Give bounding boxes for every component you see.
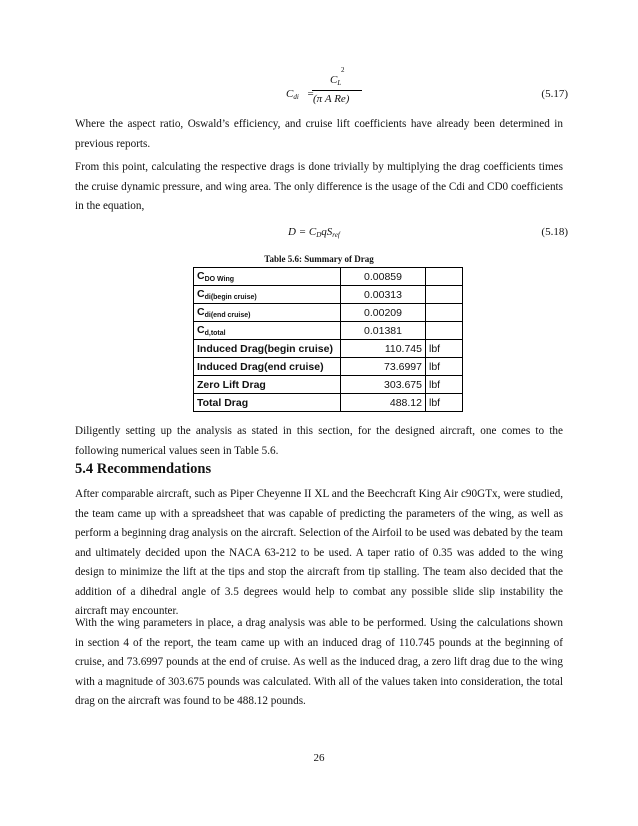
row-value: 110.745	[341, 340, 426, 358]
eq-lhs: C	[286, 88, 294, 100]
table-row	[194, 268, 463, 286]
row-label: C	[197, 324, 205, 336]
table-row	[194, 340, 463, 358]
row-label-sub: DO Wing	[204, 276, 235, 283]
table-row	[194, 322, 463, 340]
paragraph-diligently: Diligently setting up the analysis as stated in this section, for the designed aircraft, one comes to the following numerical values seen in Table 5.6.	[75, 425, 563, 457]
eq-equals: =	[307, 88, 314, 100]
row-value: 303.675	[341, 376, 426, 394]
table-row	[194, 304, 463, 322]
row-value: 0.00209	[341, 304, 426, 322]
eq-numerator: C	[330, 74, 338, 86]
page-number: 26	[313, 752, 325, 764]
row-label: C	[197, 288, 205, 300]
row-label-sub: di(begin cruise)	[204, 294, 257, 301]
row-label-sub: d,total	[204, 330, 226, 337]
eq518-sub: D	[316, 231, 322, 239]
row-unit	[426, 322, 463, 340]
paragraph-recommendations: After comparable aircraft, such as Piper Cheyenne II XL and the Beechcraft King Air c90GTx, were studied, the team came up with a spreadsheet that was capable of predicting the parameters of the wing, as well as perform a beginning drag analysis on the aircraft. Selection of the Airfoil to be used was debated by the team and ultimately decided upon the NACA 63-212 to be used. A taper ratio of 0.35 was added to the wing design to minimize the lift at the tips and stop the aircraft from tip stalling. The team also decided that the addition of a dihedral angle of 3.5 degrees would help to combat any possible slide slip instability the aircraft may encounter.	[75, 488, 563, 617]
paragraph-drag-results: With the wing parameters in place, a drag analysis was able to be performed. Using the calculations shown in section 4 of the report, the team came up with an induced drag of 110.745 pounds at the beginning of cruise, and 73.6997 pounds at the end of cruise. As well as the induced drag, a zero lift drag due to the wing with a magnitude of 303.675 pounds was calculated. With all of the values taken into consideration, the total drag on the aircraft was found to be 488.12 pounds.	[75, 617, 563, 707]
row-unit: lbf	[426, 358, 463, 376]
row-unit: lbf	[426, 340, 463, 358]
row-value: 488.12	[341, 394, 426, 412]
row-label: Total Drag	[197, 396, 249, 409]
paragraph-aspect-ratio: Where the aspect ratio, Oswald’s efficiency, and cruise lift coefficients have already been determined in previous reports.	[75, 118, 563, 150]
row-label: C	[197, 306, 205, 318]
fraction-bar	[312, 90, 362, 91]
row-value: 0.00313	[341, 286, 426, 304]
row-label: C	[197, 270, 205, 282]
row-label: Zero Lift Drag	[197, 378, 266, 391]
eq-number-5-17: (5.17)	[541, 88, 568, 100]
table-row	[194, 358, 463, 376]
paragraph-drag-calc: From this point, calculating the respective drags is done trivially by multiplying the drag coefficients times the cruise dynamic pressure, and wing area. The only difference is the usage of the Cdi and CD0 coefficients in the equation,	[75, 161, 563, 212]
table-row	[194, 394, 463, 412]
eq-number-5-18: (5.18)	[541, 226, 568, 238]
eq-lhs-sub: di	[293, 93, 299, 101]
table-caption: Table 5.6: Summary of Drag	[264, 254, 374, 264]
eq-num-sub: L	[337, 79, 342, 87]
row-unit	[426, 304, 463, 322]
row-value: 73.6997	[341, 358, 426, 376]
eq-denominator: (π A Re)	[313, 93, 350, 105]
row-label: Induced Drag(end cruise)	[197, 360, 324, 373]
row-label: Induced Drag(begin cruise)	[197, 342, 333, 355]
row-unit: lbf	[426, 394, 463, 412]
eq518-sub2: ref	[332, 231, 340, 239]
row-value: 0.00859	[341, 268, 426, 286]
table-row	[194, 376, 463, 394]
row-value: 0.01381	[341, 322, 426, 340]
section-heading: 5.4 Recommendations	[75, 461, 212, 477]
row-label-sub: di(end cruise)	[204, 312, 251, 319]
table-row	[194, 286, 463, 304]
row-unit	[426, 286, 463, 304]
drag-summary-table	[193, 267, 463, 412]
eq-num-sup: 2	[341, 66, 345, 74]
eq518-mid: qS	[321, 226, 333, 238]
row-unit: lbf	[426, 376, 463, 394]
eq518-lhs: D = C	[288, 226, 317, 238]
row-unit	[426, 268, 463, 286]
